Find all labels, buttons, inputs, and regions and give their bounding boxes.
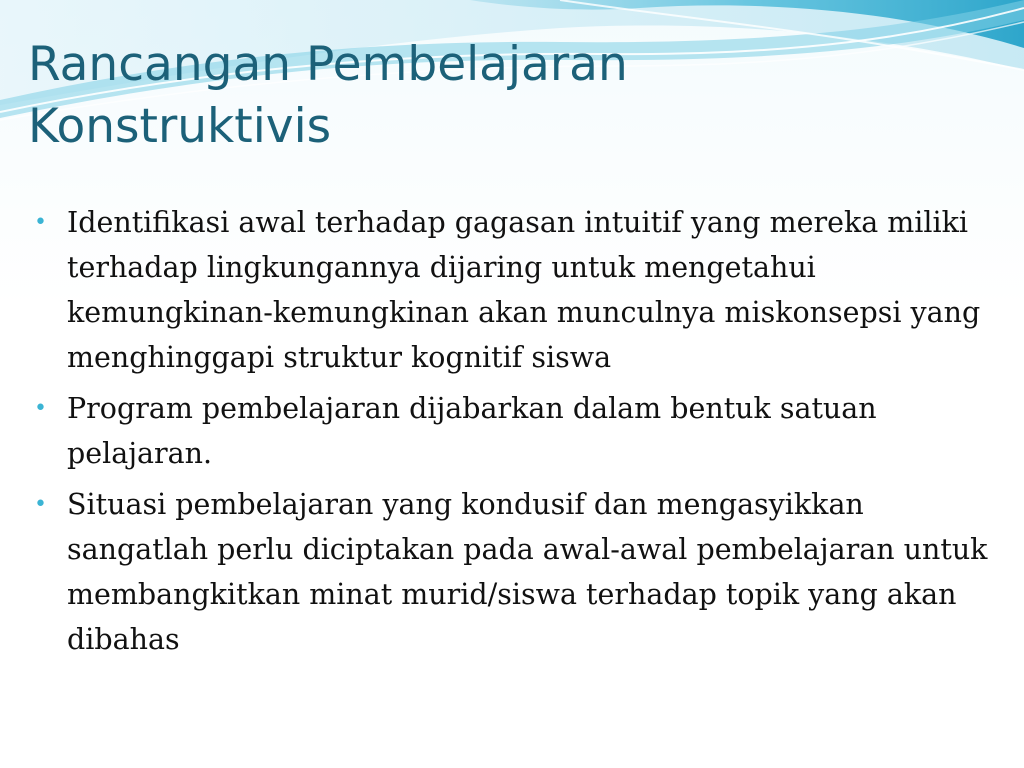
list-item	[34, 200, 999, 380]
bullet-list	[34, 200, 999, 668]
bullet-icon: •	[34, 396, 47, 421]
list-item-text: Situasi pembelajaran yang kondusif dan mengasyikkan sangatlah perlu diciptakan pada awal-awal pembelajaran untuk membangkitkan minat murid/siswa terhadap topik yang akan dibahas	[67, 488, 988, 656]
bullet-icon: •	[34, 210, 47, 235]
bullet-icon: •	[34, 492, 47, 517]
slide-title-line-2: Konstruktivis	[28, 99, 332, 154]
list-item-text: Identifikasi awal terhadap gagasan intuitif yang mereka miliki terhadap lingkungannya dijaring untuk mengetahui kemungkinan-kemungkinan akan munculnya miskonsepsi yang menghinggapi struktur kognitif siswa	[67, 206, 981, 374]
list-item	[34, 386, 999, 476]
slide-title-line-1: Rancangan Pembelajaran	[28, 37, 628, 92]
slide-title	[28, 34, 928, 158]
list-item-text: Program pembelajaran dijabarkan dalam bentuk satuan pelajaran.	[67, 392, 877, 470]
list-item	[34, 482, 999, 662]
